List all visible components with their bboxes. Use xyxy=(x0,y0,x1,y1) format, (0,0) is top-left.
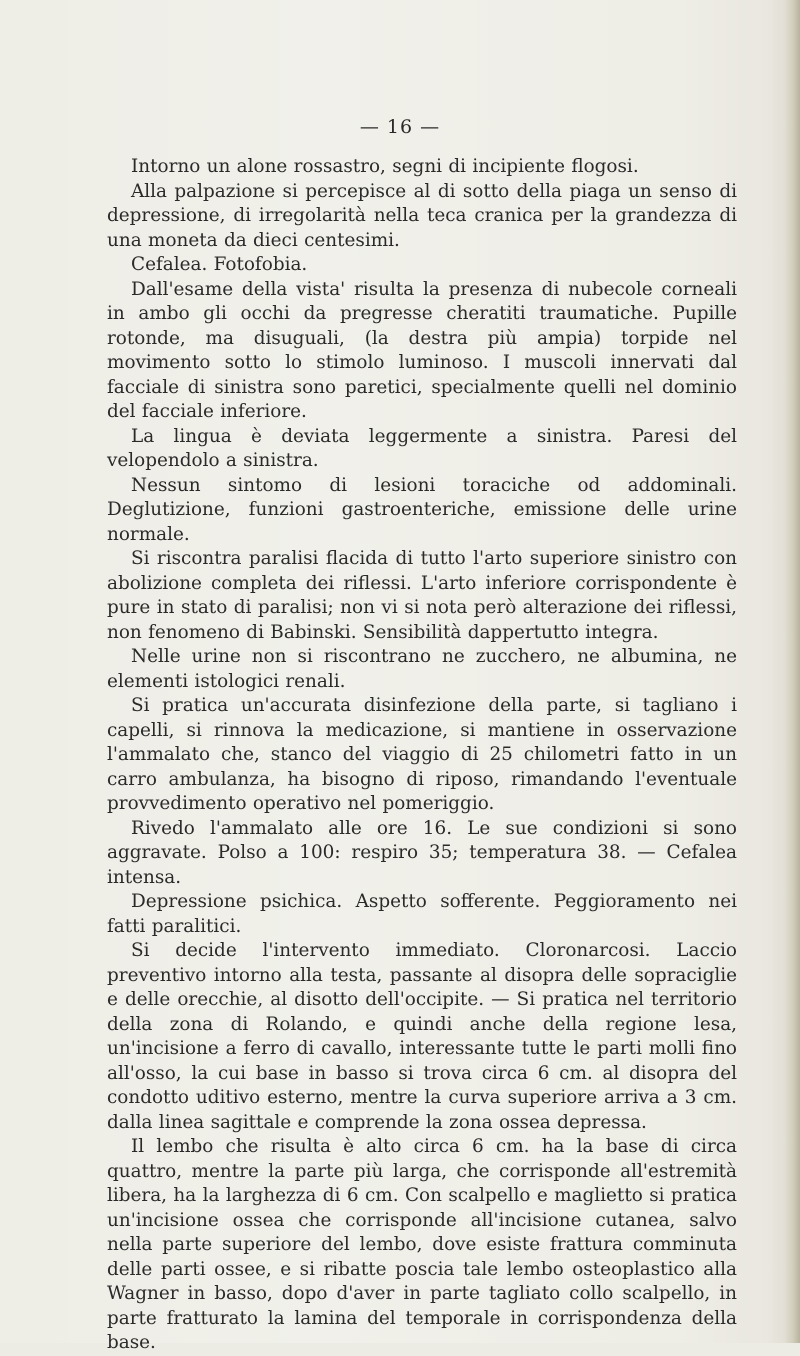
page-number: — 16 — xyxy=(359,116,441,138)
paragraph-4: Dall'esame della vista' risulta la presenza di nubecole corneali in ambo gli occhi da pregresse cheratiti traumatiche. Pupille rotonde, ma disuguali, (la destra più ampia) torpide nel movimento sotto lo stimolo luminoso. I muscoli innervati dal facciale di sinistra sono paretici, specialmente quelli nel dominio del facciale inferiore. xyxy=(107,278,737,422)
paragraph-10: Rivedo l'ammalato alle ore 16. Le sue condizioni si sono aggravate. Polso a 100: respiro 35; temperatura 38. — Cefalea intensa. xyxy=(107,817,737,888)
paragraph-5: La lingua è deviata leggermente a sinistra. Paresi del velopendolo a sinistra. xyxy=(107,425,737,471)
paragraph-3: Cefalea. Fotofobia. xyxy=(131,254,308,275)
paragraph-7: Si riscontra paralisi flacida di tutto l'arto superiore sinistro con abolizione completa dei riflessi. L'arto inferiore corrispondente è pure in stato di paralisi; non vi si nota però alterazione dei riflessi, non fenomeno di Babinski. Sensibilità dappertutto integra. xyxy=(107,548,737,643)
paragraph-1: Intorno un alone rossastro, segni di incipiente flogosi. xyxy=(131,156,639,177)
paragraph-13: Il lembo che risulta è alto circa 6 cm. ha la base di circa quattro, mentre la parte più larga, che corrisponde all'estremità libera, ha la larghezza di 6 cm. Con scalpello e maglietto si pratica un'incisione ossea che corrisponde all'incisione cutanea, salvo nella parte superiore del lembo, dove esiste frattura comminuta delle parti ossee, e si ribatte poscia tale lembo osteoplastico alla Wagner in basso, dopo d'aver in parte tagliato collo scalpello, in parte fratturato la lamina del temporale in corrispondenza della base. xyxy=(107,1136,737,1353)
paragraph-6: Nessun sintomo di lesioni toraciche od addominali. Deglutizione, funzioni gastroenteriche, emissione delle urine normale. xyxy=(107,474,737,545)
paragraph-9: Si pratica un'accurata disinfezione della parte, si tagliano i capelli, si rinnova la medicazione, si mantiene in osservazione l'ammalato che, stanco del viaggio di 25 chilometri fatto in un carro ambulanza, ha bisogno di riposo, rimandando l'eventuale provvedimento operativo nel pomeriggio. xyxy=(107,695,737,814)
paragraph-11: Depressione psichica. Aspetto sofferente. Peggioramento nei fatti paralitici. xyxy=(107,891,737,937)
body-text xyxy=(107,155,737,1356)
paragraph-8: Nelle urine non si riscontrano ne zucchero, ne albumina, ne elementi istologici renali. xyxy=(107,646,737,692)
paragraph-2: Alla palpazione si percepisce al di sotto della piaga un senso di depressione, di irregolarità nella teca cranica per la grandezza di una moneta da dieci centesimi. xyxy=(107,180,737,251)
page-edge xyxy=(784,0,800,1343)
paragraph-12: Si decide l'intervento immediato. Cloronarcosi. Laccio preventivo intorno alla testa, passante al disopra delle sopraciglie e delle orecchie, al disotto dell'occipite. — Si pratica nel territorio della zona di Rolando, e quindi anche della regione lesa, un'incisione a ferro di cavallo, interessante tutte le parti molli fino all'osso, la cui base in basso si trova circa 6 cm. al disopra del condotto uditivo esterno, mentre la curva superiore arriva a 3 cm. dalla linea sagittale e comprende la zona ossea depressa. xyxy=(107,940,737,1133)
